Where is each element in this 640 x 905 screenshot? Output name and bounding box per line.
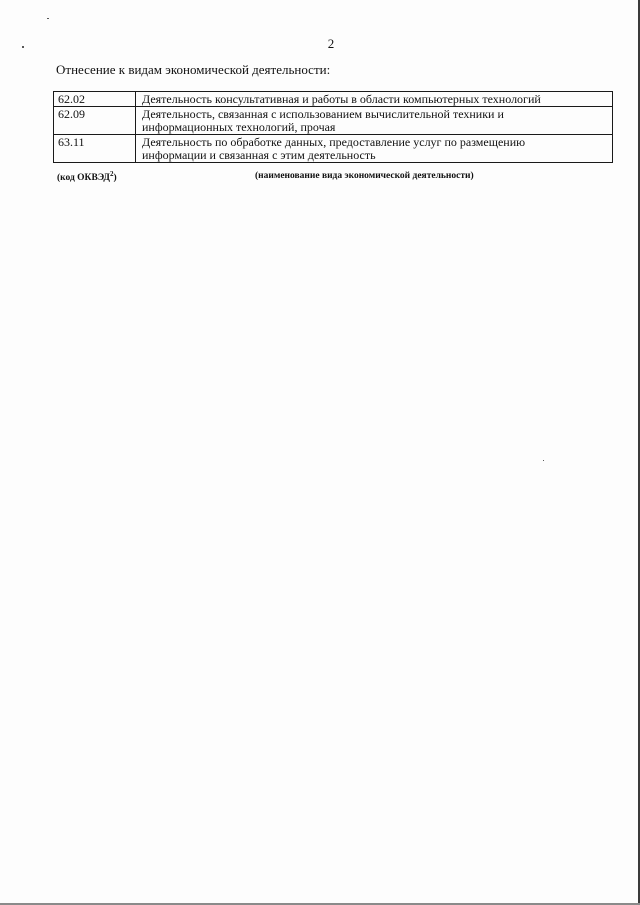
caption-code-label: (код ОКВЭД bbox=[57, 173, 110, 183]
activity-name bbox=[136, 92, 613, 107]
okved-table bbox=[53, 91, 613, 163]
activity-name-line: Деятельность консультативная и работы в области компьютерных технологий bbox=[142, 92, 541, 106]
page-number: 2 bbox=[327, 36, 335, 51]
caption-okved-code bbox=[57, 170, 117, 183]
activity-name bbox=[136, 107, 613, 135]
scan-speck bbox=[543, 460, 544, 461]
section-intro: Отнесение к видам экономической деятельности: bbox=[56, 62, 331, 77]
caption-code-close: ) bbox=[113, 173, 117, 183]
activity-name-line: Деятельность по обработке данных, предоставление услуг по размещению bbox=[142, 135, 526, 149]
activity-name-line: Деятельность, связанная с использованием вычислительной техники и bbox=[142, 107, 504, 121]
footnote-marker: 2 bbox=[109, 170, 114, 178]
activity-name-line: информации и связанная с этим деятельность bbox=[142, 148, 376, 162]
okved-code: 62.02 bbox=[54, 92, 136, 107]
activity-name-line: информационных технологий, прочая bbox=[142, 120, 336, 134]
activity-name bbox=[136, 135, 613, 163]
table-row bbox=[54, 135, 613, 163]
table-row bbox=[54, 92, 613, 107]
table-row bbox=[54, 107, 613, 135]
caption-activity-name: (наименование вида экономической деятельности) bbox=[255, 171, 474, 181]
okved-code: 62.09 bbox=[54, 107, 136, 135]
okved-code: 63.11 bbox=[54, 135, 136, 163]
scan-speck bbox=[47, 18, 49, 19]
